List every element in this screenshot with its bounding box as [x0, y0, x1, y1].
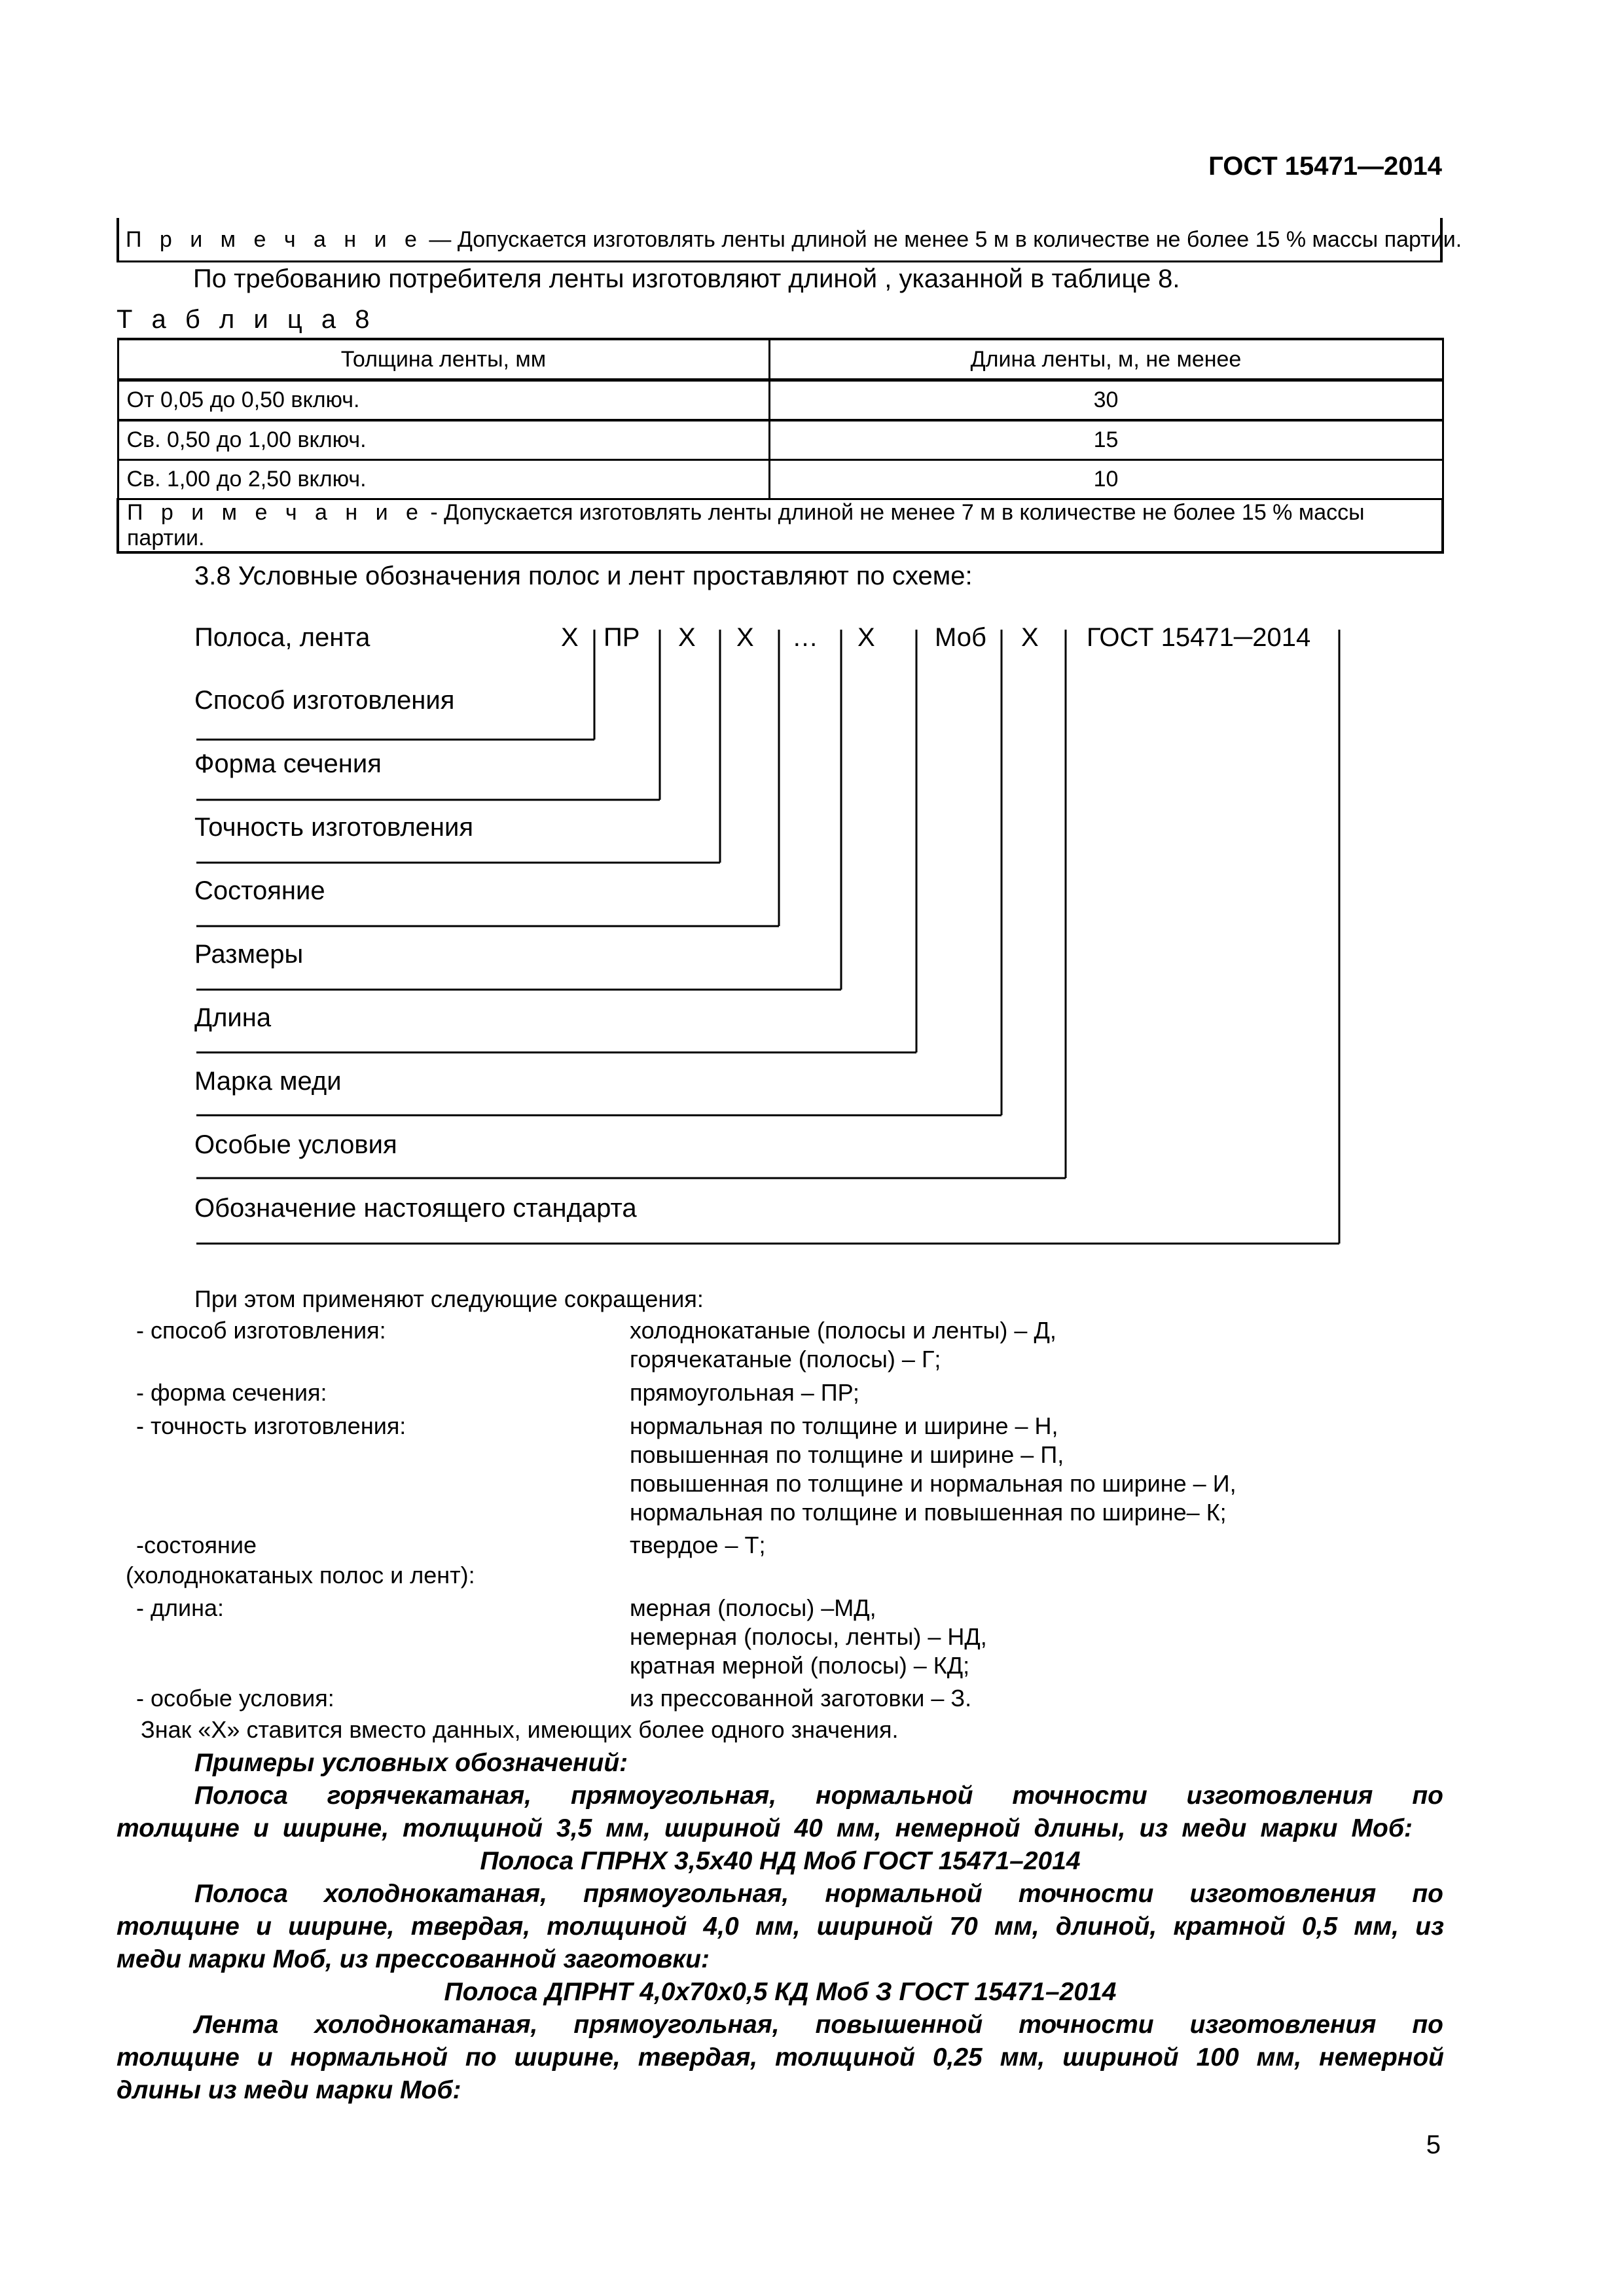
- example1-code: Полоса ГПРНХ 3,5х40 НД Моб ГОСТ 15471–2014: [480, 1847, 1081, 1875]
- cell-length: 15: [769, 420, 1443, 460]
- cell-length: 30: [769, 380, 1443, 421]
- schema-label: Форма сечения: [194, 749, 382, 778]
- document-code-header: ГОСТ 15471—2014: [1208, 152, 1442, 181]
- abbrev-value: повышенная по толщине и ширине – П,: [630, 1441, 1064, 1468]
- abbrev-value: холоднокатаные (полосы и ленты) – Д,: [630, 1317, 1056, 1344]
- table-note-text: - Допускается изготовлять ленты длиной не менее 7 м в количестве не более 15 % массы партии.: [127, 500, 1365, 550]
- schema-label: Состояние: [194, 876, 325, 905]
- col-length-header: Длина ленты, м, не менее: [769, 339, 1443, 380]
- abbrev-intro: При этом применяют следующие сокращения:: [194, 1285, 704, 1312]
- example3-line: толщине и нормальной по ширине, твердая, толщиной 0,25 мм, шириной 100 мм, немерной: [117, 2043, 1444, 2072]
- col-thickness-header: Толщина ленты, мм: [118, 339, 769, 380]
- abbrev-term: - точность изготовления:: [136, 1412, 406, 1439]
- schema-code: Моб: [935, 623, 986, 652]
- abbrev-term: - особые условия:: [136, 1685, 334, 1712]
- page-number: 5: [1426, 2130, 1441, 2159]
- abbrev-value: прямоугольная – ПР;: [630, 1379, 859, 1406]
- paragraph-request: По требованию потребителя ленты изготовляют длиной , указанной в таблице 8.: [193, 264, 1180, 293]
- example1-line: Полоса горячекатаная, прямоугольная, нормальной точности изготовления по: [194, 1782, 1443, 1810]
- schema-code: Х: [857, 623, 875, 652]
- cell-length: 10: [769, 460, 1443, 499]
- schema-code: ГОСТ 15471─2014: [1087, 623, 1311, 652]
- abbrev-value: нормальная по толщине и ширине – Н,: [630, 1412, 1058, 1439]
- example1-line: толщине и ширине, толщиной 3,5 мм, шириной 40 мм, немерной длины, из меди марки Моб:: [117, 1814, 1413, 1842]
- abbrev-value: кратная мерной (полосы) – КД;: [630, 1652, 970, 1679]
- table-note-prefix: П р и м е ч а н и е: [127, 500, 424, 525]
- example2-line: Полоса холоднокатаная, прямоугольная, нормальной точности изготовления по: [194, 1880, 1443, 1908]
- abbrev-term-continued: (холоднокатаных полос и лент):: [126, 1562, 475, 1588]
- schema-code: Х: [736, 623, 754, 652]
- schema-code: ПР: [604, 623, 640, 652]
- example2-line: меди марки Моб, из прессованной заготовки:: [117, 1945, 710, 1973]
- cell-thickness: Св. 1,00 до 2,50 включ.: [118, 460, 769, 499]
- abbrev-term: -состояние: [136, 1532, 257, 1558]
- abbrev-value: твердое – Т;: [630, 1532, 766, 1558]
- abbrev-value: нормальная по толщине и повышенная по ширине– К;: [630, 1499, 1227, 1526]
- example2-code: Полоса ДПРНТ 4,0х70х0,5 КД Моб З ГОСТ 15471–2014: [444, 1978, 1117, 2006]
- schema-label: Длина: [194, 1003, 272, 1032]
- schema-label: Обозначение настоящего стандарта: [194, 1194, 637, 1223]
- table8-caption: Т а б л и ц а 8: [117, 305, 376, 334]
- cell-thickness: Св. 0,50 до 1,00 включ.: [118, 420, 769, 460]
- schema-code: Х: [1021, 623, 1039, 652]
- abbrev-value: повышенная по толщине и нормальная по ширине – И,: [630, 1470, 1236, 1497]
- abbrev-value: горячекатаные (полосы) – Г;: [630, 1346, 941, 1372]
- schema-code: Х: [678, 623, 696, 652]
- abbrev-term: - способ изготовления:: [136, 1317, 386, 1344]
- schema-label: Марка меди: [194, 1067, 342, 1096]
- example2-line: толщине и ширине, твердая, толщиной 4,0 мм, шириной 70 мм, длиной, кратной 0,5 мм, из: [117, 1912, 1444, 1941]
- abbrev-value: из прессованной заготовки – З.: [630, 1685, 972, 1712]
- examples-heading: Примеры условных обозначений:: [194, 1749, 628, 1777]
- example3-line: длины из меди марки Моб:: [117, 2076, 461, 2104]
- abbrev-term: - длина:: [136, 1594, 225, 1621]
- schema-label: Точность изготовления: [194, 813, 474, 842]
- x-sign-note: Знак «Х» ставится вместо данных, имеющих более одного значения.: [141, 1716, 899, 1743]
- schema-code: Х: [561, 623, 579, 652]
- example3-line: Лента холоднокатаная, прямоугольная, повышенной точности изготовления по: [194, 2011, 1443, 2039]
- schema-title: Полоса, лента: [194, 623, 370, 652]
- schema-label: Способ изготовления: [194, 686, 455, 715]
- note-prefix: П р и м е ч а н и е: [126, 227, 423, 252]
- abbrev-value: мерная (полосы) –МД,: [630, 1594, 876, 1621]
- schema-label: Особые условия: [194, 1130, 397, 1159]
- abbrev-value: немерная (полосы, ленты) – НД,: [630, 1623, 987, 1650]
- note-text: — Допускается изготовлять ленты длиной не менее 5 м в количестве не более 15 % массы партии.: [422, 227, 1462, 252]
- schema-code: …: [792, 623, 818, 652]
- cell-thickness: От 0,05 до 0,50 включ.: [118, 380, 769, 421]
- section-3-8: 3.8 Условные обозначения полос и лент проставляют по схеме:: [194, 562, 973, 590]
- abbrev-term: - форма сечения:: [136, 1379, 327, 1406]
- schema-label: Размеры: [194, 940, 304, 969]
